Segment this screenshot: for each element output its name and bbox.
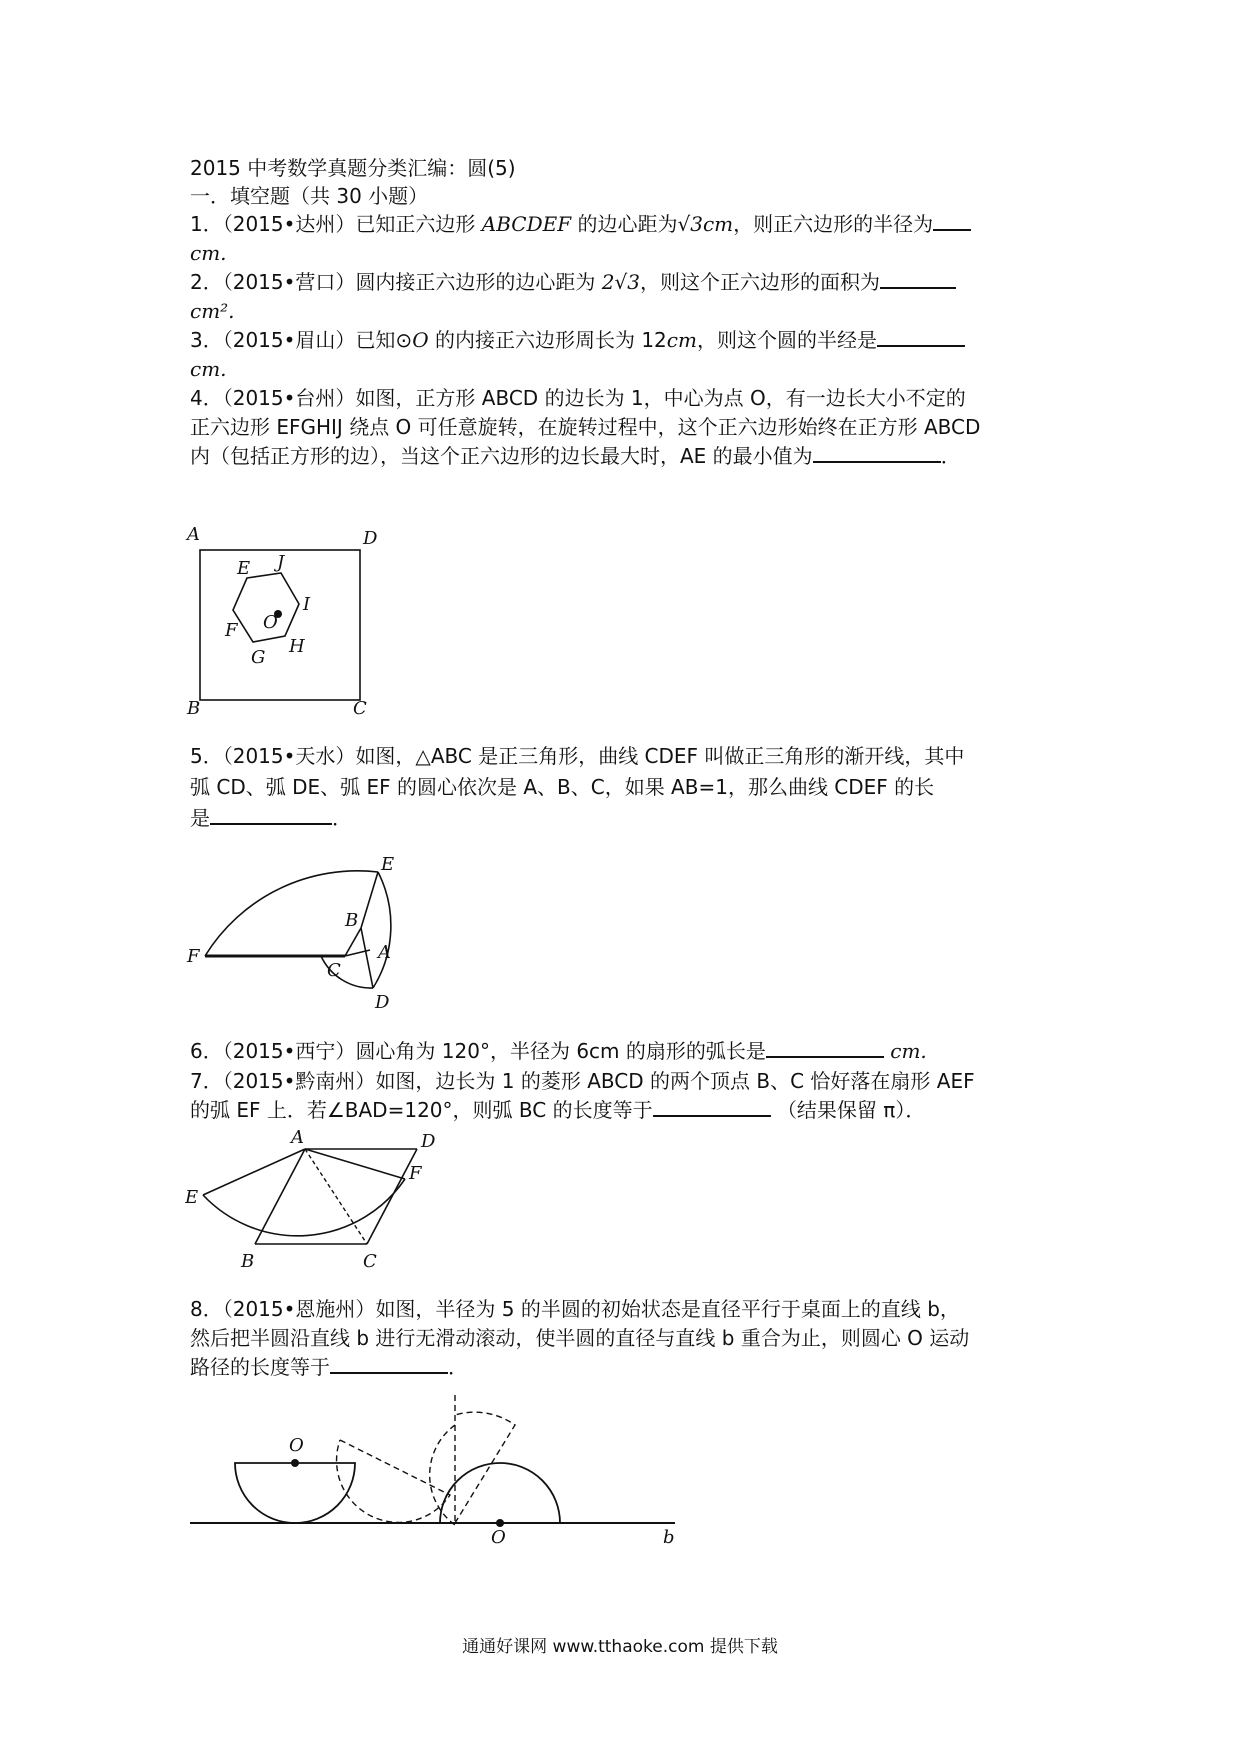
- line-cb: [345, 928, 361, 956]
- label-d: D: [363, 528, 378, 549]
- label-c: C: [363, 1251, 377, 1272]
- figure-rolling-semicircle: [185, 1395, 685, 1545]
- answer-blank-5[interactable]: [210, 805, 332, 825]
- figure-square-hexagon: [185, 518, 385, 728]
- problem-2-line-1: 2．（2015•营口）圆内接正六边形的边心距为 2√3，则这个正六边形的面积为: [190, 269, 956, 295]
- label-c: C: [327, 960, 341, 981]
- label-g: G: [251, 647, 266, 668]
- problem-5-line-2: 弧 CD、弧 DE、弧 EF 的圆心依次是 A、B、C，如果 AB=1，那么曲线 CDEF 的长: [190, 775, 935, 799]
- answer-blank-7[interactable]: [653, 1097, 771, 1117]
- label-i: I: [303, 594, 311, 615]
- problem-3-line-1: 3．（2015•眉山）已知⊙O 的内接正六边形周长为 12cm，则这个圆的半经是: [190, 327, 965, 353]
- label-f: F: [409, 1163, 422, 1184]
- problem-4-line-1: 4．（2015•台州）如图，正方形 ABCD 的边长为 1，中心为点 O，有一边长大小不定的: [190, 386, 966, 410]
- label-d: D: [375, 992, 390, 1013]
- line-ab: [255, 1149, 305, 1244]
- arc-de: [373, 872, 391, 988]
- label-h: H: [289, 636, 305, 657]
- semicircle-rolling-2: [430, 1425, 455, 1525]
- label-b: B: [345, 910, 359, 931]
- semicircle-rolling-1: [337, 1440, 450, 1522]
- problem-8-line-3: 路径的长度等于 ．: [190, 1355, 468, 1379]
- label-j: J: [277, 552, 285, 573]
- center-o-initial: [291, 1459, 299, 1467]
- line-be: [361, 872, 378, 928]
- label-b: b: [663, 1527, 675, 1545]
- label-o-initial: O: [289, 1435, 304, 1456]
- problem-4-line-3: 内（包括正方形的边），当这个正六边形的边长最大时，AE 的最小值为 ．: [190, 444, 961, 468]
- label-f: F: [225, 620, 238, 641]
- label-d: D: [421, 1131, 436, 1152]
- problem-2-unit: cm².: [190, 299, 235, 323]
- arc-ef: [203, 1179, 405, 1236]
- label-a: A: [291, 1127, 304, 1148]
- semicircle-initial: [235, 1463, 355, 1523]
- label-o-final: O: [491, 1527, 506, 1545]
- label-e: E: [381, 854, 395, 875]
- problem-6-line-1: 6．（2015•西宁）圆心角为 120°，半径为 6cm 的扇形的弧长是 cm.: [190, 1039, 927, 1063]
- answer-blank-2[interactable]: [880, 269, 956, 289]
- label-e: E: [237, 558, 251, 579]
- answer-blank-1[interactable]: [933, 211, 971, 231]
- label-e: E: [185, 1187, 199, 1208]
- label-c: C: [353, 698, 367, 719]
- label-o: O: [263, 612, 278, 633]
- footer-credit: 通通好课网 www.tthaoke.com 提供下载: [462, 1637, 778, 1657]
- problem-4-line-2: 正六边形 EFGHIJ 绕点 O 可任意旋转，在旋转过程中，这个正六边形始终在正方形 ABCD: [190, 415, 981, 439]
- problem-5-line-3: 是 ．: [190, 806, 352, 830]
- problem-1-unit: cm.: [190, 241, 227, 265]
- figure-rhombus-sector: [185, 1125, 445, 1275]
- problem-3-unit: cm.: [190, 357, 227, 381]
- problem-7-line-1: 7．（2015•黔南州）如图，边长为 1 的菱形 ABCD 的两个顶点 B、C 恰好落在扇形 AEF: [190, 1069, 975, 1093]
- answer-blank-4[interactable]: [813, 443, 941, 463]
- figure-involute: [185, 840, 425, 1020]
- label-b: B: [187, 698, 201, 719]
- document-title: 2015 中考数学真题分类汇编：圆(5): [190, 156, 516, 180]
- answer-blank-3[interactable]: [877, 327, 965, 347]
- answer-blank-8[interactable]: [330, 1354, 448, 1374]
- problem-1-line-1: 1．（2015•达州）已知正六边形 ABCDEF 的边心距为√3cm，则正六边形的半径为: [190, 211, 971, 237]
- line-af: [305, 1149, 405, 1179]
- label-a: A: [378, 942, 391, 963]
- label-f: F: [187, 946, 200, 967]
- section-heading: 一．填空题（共 30 小题）: [190, 184, 429, 208]
- problem-8-line-2: 然后把半圆沿直线 b 进行无滑动滚动，使半圆的直径与直线 b 重合为止，则圆心 O 运动: [190, 1326, 970, 1350]
- label-b: B: [241, 1251, 255, 1272]
- answer-blank-6[interactable]: [766, 1038, 884, 1058]
- problem-5-line-1: 5．（2015•天水）如图，△ABC 是正三角形，曲线 CDEF 叫做正三角形的渐开线，其中: [190, 744, 965, 768]
- semicircle-rolling-3: [455, 1412, 515, 1523]
- line-bd: [361, 928, 373, 988]
- label-a: A: [187, 524, 200, 545]
- center-o-final: [496, 1519, 504, 1527]
- problem-7-line-2: 的弧 EF 上．若∠BAD=120°，则弧 BC 的长度等于 （结果保留 π）．: [190, 1098, 926, 1122]
- line-ae: [203, 1149, 305, 1195]
- semicircle-final: [440, 1463, 560, 1523]
- problem-8-line-1: 8．（2015•恩施州）如图，半径为 5 的半圆的初始状态是直径平行于桌面上的直线 b，: [190, 1297, 960, 1321]
